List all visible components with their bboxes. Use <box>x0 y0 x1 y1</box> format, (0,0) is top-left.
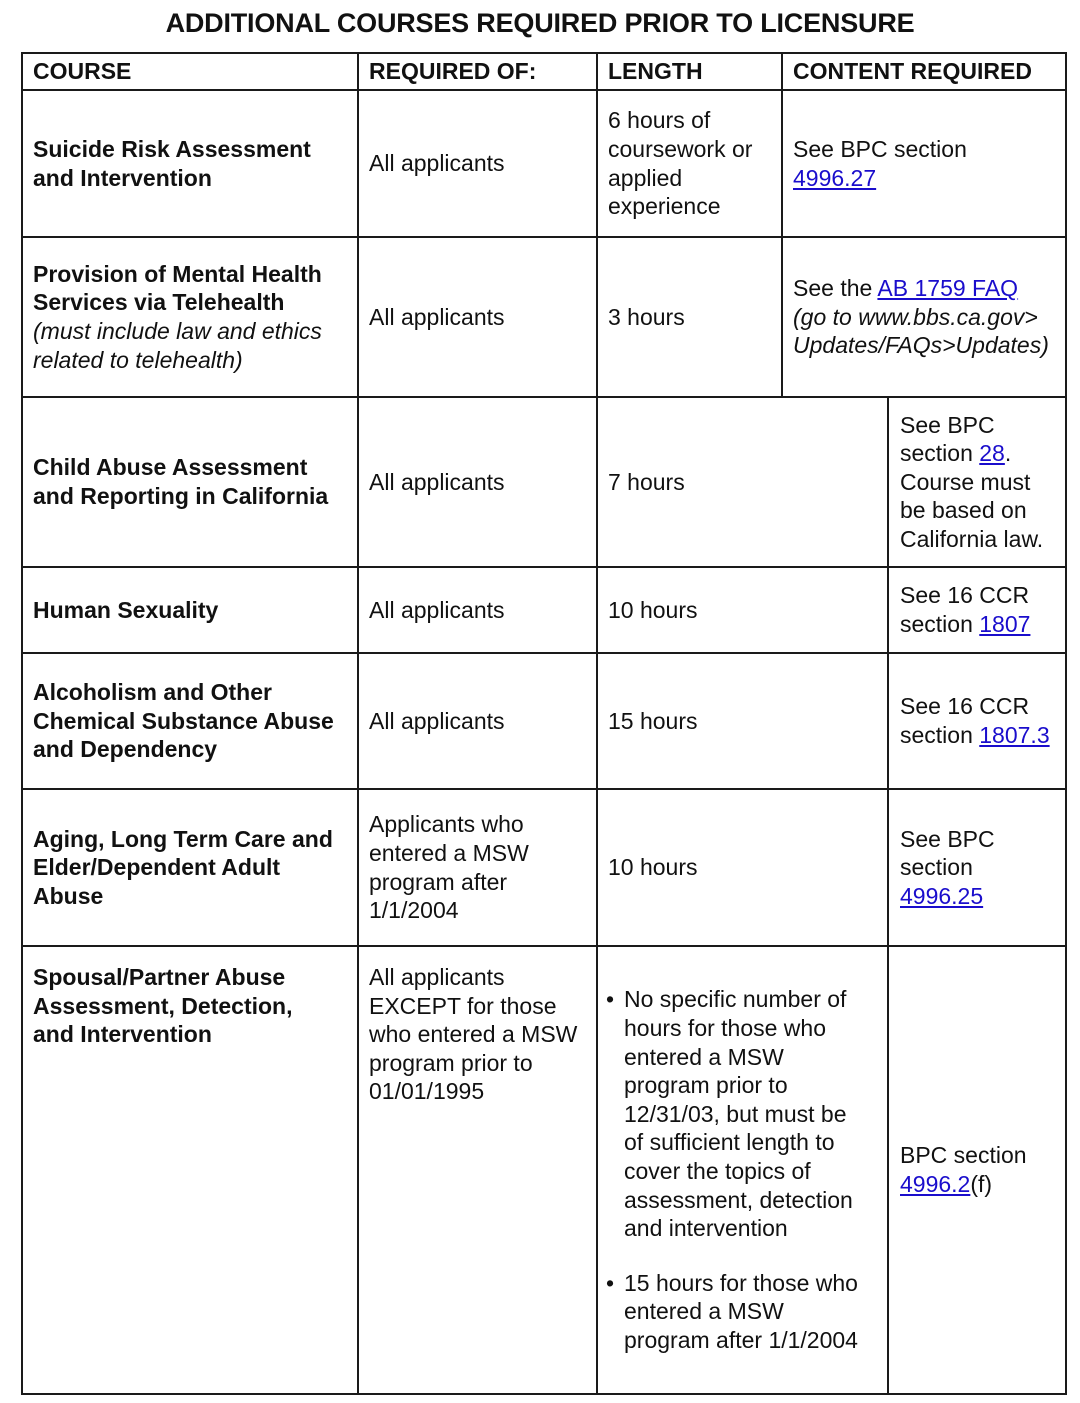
header-required-of: REQUIRED OF: <box>369 58 537 84</box>
length-cell: 15 hours <box>608 707 698 734</box>
table-border-top <box>21 52 1067 54</box>
bpc-4996-2-link[interactable]: 4996.2 <box>900 1171 971 1197</box>
content-cell: See BPC section 28. Course must be based on California law. <box>900 411 1044 552</box>
course-cell: Alcoholism and Other Chemical Substance Abuse and Dependency <box>33 679 334 763</box>
required-of-cell: All applicants <box>369 468 505 495</box>
content-cell: See BPC section 4996.25 <box>900 825 995 909</box>
column-divider <box>596 52 598 1395</box>
table-border-left <box>21 52 23 1395</box>
bpc-28-link[interactable]: 28 <box>979 440 1005 467</box>
content-cell: BPC section 4996.2(f) <box>900 1142 1027 1197</box>
content-cell: See BPC section 4996.27 <box>793 135 967 191</box>
course-cell: Provision of Mental Health Services via Telehealth (must include law and ethics related to telehealth) <box>33 260 322 373</box>
required-of-cell: All applicants <box>369 707 505 734</box>
content-cell: See 16 CCR section 1807 <box>900 582 1031 637</box>
length-cell: 3 hours <box>608 303 685 330</box>
course-cell: Human Sexuality <box>33 596 219 623</box>
course-cell: Aging, Long Term Care and Elder/Dependent Adult Abuse <box>33 825 333 909</box>
column-divider <box>781 52 783 398</box>
content-cell: See the AB 1759 FAQ (go to www.bbs.ca.gov> Updates/FAQs>Updates) <box>793 275 1049 359</box>
required-of-cell: All applicants <box>369 150 505 177</box>
header-course: COURSE <box>33 58 132 84</box>
table-border-bottom <box>21 1393 1067 1395</box>
list-item: • No specific number of hours for those who entered a MSW program prior to 12/31/03, but must be of sufficient length to cover the topics of assessment, detection and intervention <box>606 986 853 1242</box>
content-cell: See 16 CCR section 1807.3 <box>900 693 1050 748</box>
required-of-cell: All applicants <box>369 303 505 330</box>
required-of-cell: All applicants <box>369 596 505 623</box>
length-cell <box>606 947 884 1393</box>
bullet-icon: • <box>606 1269 615 1296</box>
length-cell: 6 hours of coursework or applied experience <box>608 107 753 220</box>
length-cell: 10 hours <box>608 596 698 623</box>
header-length: LENGTH <box>608 58 703 84</box>
required-of-cell: All applicants EXCEPT for those who entered a MSW program prior to 01/01/1995 <box>369 964 578 1105</box>
ccr-1807-3-link[interactable]: 1807.3 <box>979 722 1050 748</box>
table-border-right <box>1065 52 1067 1395</box>
course-cell: Suicide Risk Assessment and Intervention <box>33 135 311 191</box>
length-cell: 10 hours <box>608 854 698 881</box>
length-cell: 7 hours <box>608 468 685 495</box>
bullet-icon: • <box>606 986 615 1013</box>
bpc-4996-27-link[interactable]: 4996.27 <box>793 164 877 191</box>
course-cell: Child Abuse Assessment and Reporting in California <box>33 454 329 509</box>
list-item: • 15 hours for those who entered a MSW program after 1/1/2004 <box>606 1269 858 1353</box>
course-cell: Spousal/Partner Abuse Assessment, Detection, and Intervention <box>33 964 293 1048</box>
header-content-required: CONTENT REQUIRED <box>793 58 1032 84</box>
bpc-4996-25-link[interactable]: 4996.25 <box>900 882 984 909</box>
column-divider <box>357 52 359 1395</box>
page-title: ADDITIONAL COURSES REQUIRED PRIOR TO LICENSURE <box>165 8 915 38</box>
ccr-1807-link[interactable]: 1807 <box>979 611 1031 637</box>
length-bullet-list <box>606 985 884 1354</box>
required-of-cell: Applicants who entered a MSW program after 1/1/2004 <box>369 811 529 924</box>
column-divider <box>887 396 889 1395</box>
ab-1759-faq-link[interactable]: AB 1759 FAQ <box>877 275 1019 302</box>
